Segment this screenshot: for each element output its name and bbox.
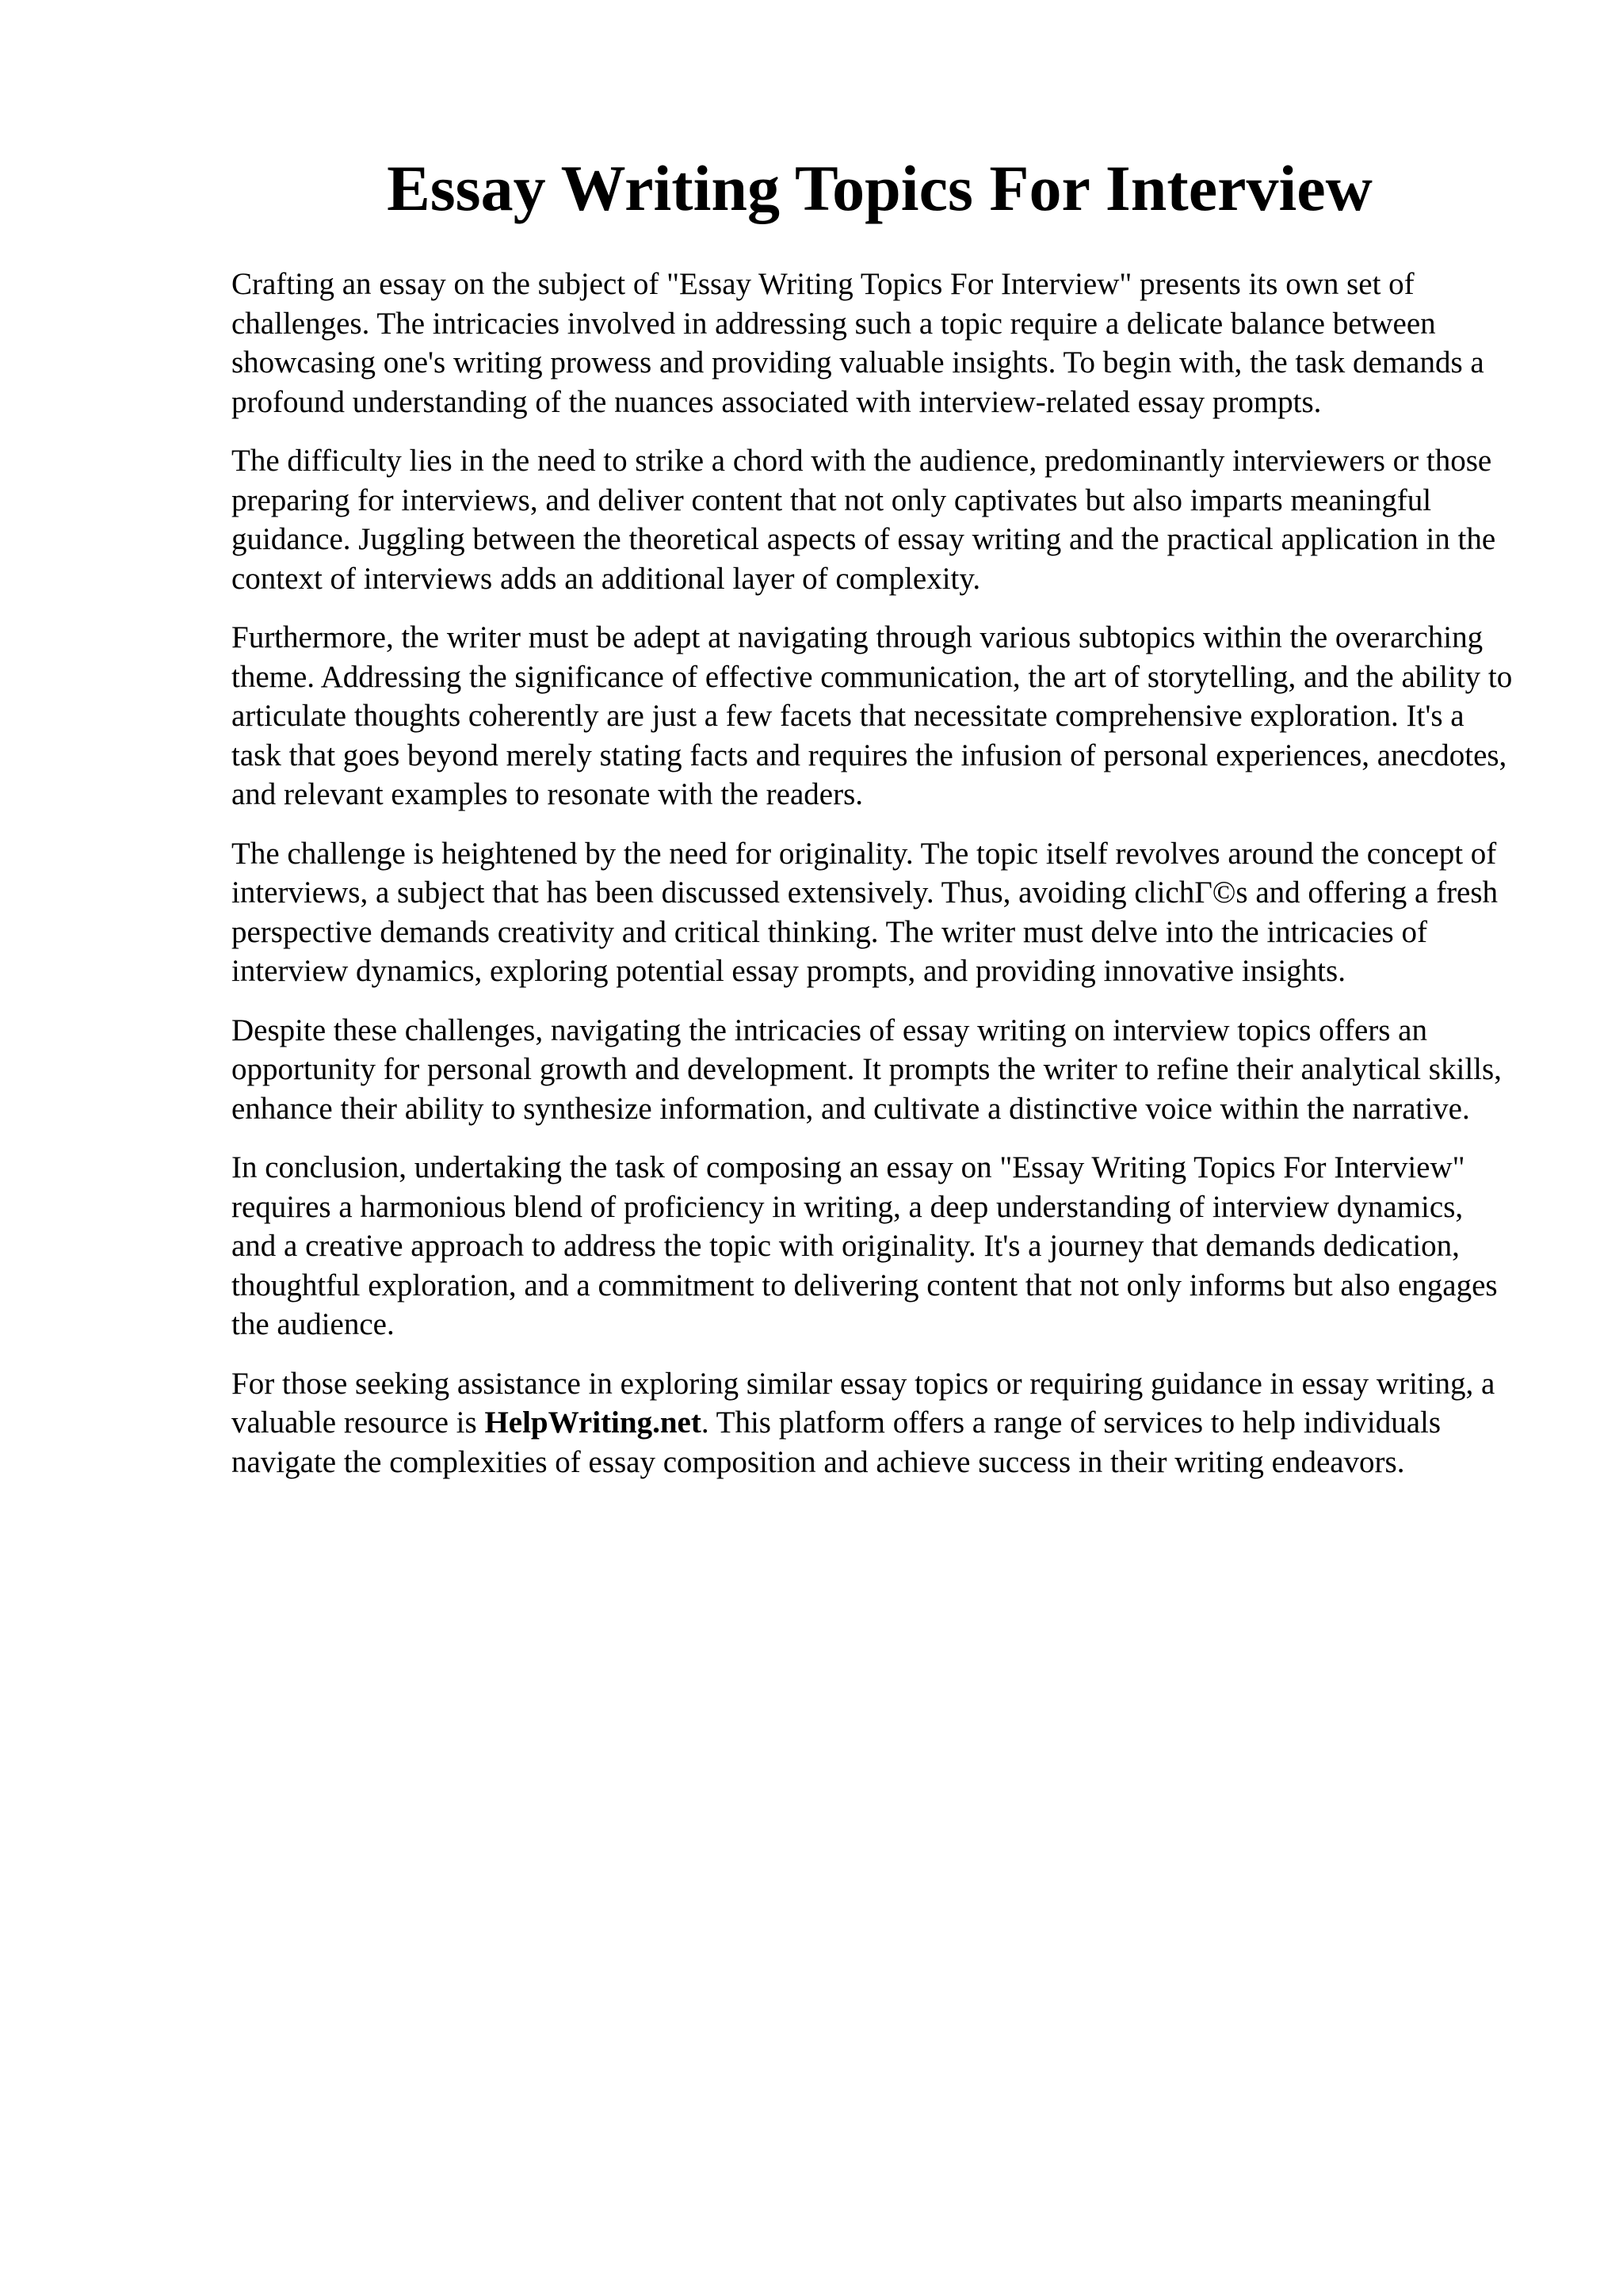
paragraph-4: The challenge is heightened by the need for originality. The topic itself revolves around the concept of interviews, a subject that has been discussed extensively. Thus, avoiding clichΓ©s and offering a fresh perspective demands creativity and critical thinking. The writer must delve into the intricacies of interview dynamics, exploring potential essay prompts, and providing innovative insights. [231, 836, 1499, 988]
essay-body [231, 265, 1515, 1501]
paragraph-2: The difficulty lies in the need to strike a chord with the audience, predominantly interviewers or those preparing for interviews, and deliver content that not only captivates but also imparts meaningful guidance. Juggling between the theoretical aspects of essay writing and the practical application in the context of interviews adds an additional layer of complexity. [231, 444, 1496, 596]
paragraph-6: In conclusion, undertaking the task of composing an essay on "Essay Writing Topics For Interview" requires a harmonious blend of proficiency in writing, a deep understanding of interview dynamics, and a creative approach to address the topic with originality. It's a journey that demands dedication, thoughtful exploration, and a commitment to delivering content that not only informs but also engages the audience. [231, 1150, 1498, 1341]
paragraph-5: Despite these challenges, navigating the intricacies of essay writing on interview topics offers an opportunity for personal growth and development. It prompts the writer to refine their analytical skills, enhance their ability to synthesize information, and cultivate a distinctive voice within the narrative. [231, 1013, 1502, 1126]
paragraph-7-intro: For those seeking assistance in exploring similar essay topics or requiring guidance in essay writing, a valuable resource is [231, 1366, 1495, 1440]
paragraph-7 [231, 1364, 1515, 1482]
paragraph-1: Crafting an essay on the subject of "Essay Writing Topics For Interview" presents its own set of challenges. The intricacies involved in addressing such a topic require a delicate balance between showcasing one's writing prowess and providing valuable insights. To begin with, the task demands a profound understanding of the nuances associated with interview-related essay prompts. [231, 267, 1484, 419]
paragraph-7-outro: . This platform offers a range of services to help individuals navigate the complexities of essay composition and achieve success in their writing endeavors. [231, 1405, 1442, 1479]
helpwriting-link[interactable]: HelpWriting.net [484, 1405, 701, 1440]
paragraph-3: Furthermore, the writer must be adept at navigating through various subtopics within the overarching theme. Addressing the significance of effective communication, the art of storytelling, and the ability to articulate thoughts coherently are just a few facets that necessitate comprehensive exploration. It's a task that goes beyond merely stating facts and requires the infusion of personal experiences, anecdotes, and relevant examples to resonate with the readers. [231, 620, 1513, 811]
page-title: Essay Writing Topics For Interview [387, 152, 1373, 224]
